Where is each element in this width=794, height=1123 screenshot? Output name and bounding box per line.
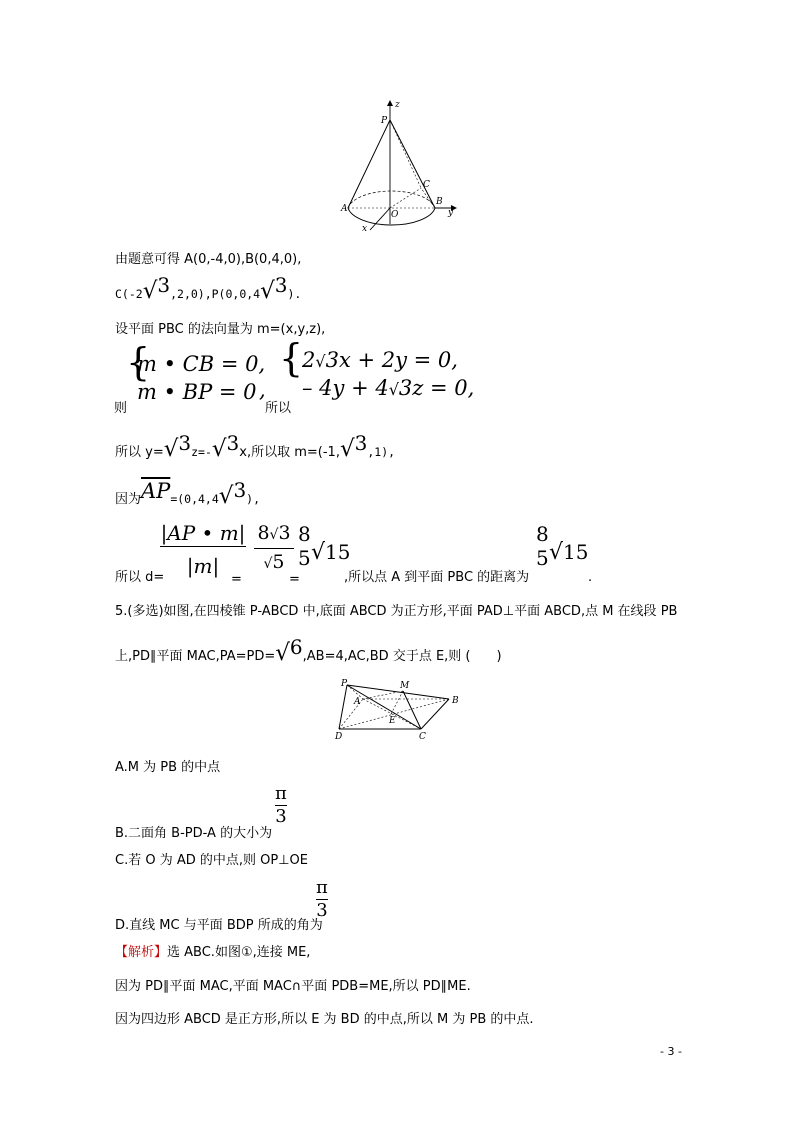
cone-figure [335, 98, 465, 233]
distance-suffix: ,所以点 A 到平面 PBC 的距离为 [344, 570, 530, 585]
cone-label-y: y [448, 208, 454, 218]
radicand: 15 [325, 540, 351, 564]
den: 5 [272, 551, 285, 573]
numerator: |AP • m| [160, 521, 246, 545]
question-5-line1: 5.(多选)如图,在四棱锥 P-ABCD 中,底面 ABCD 为正方形,平面 PAD⊥平面 ABCD,点 M 在线段 PB [115, 604, 678, 619]
coef: 2 [302, 348, 316, 372]
text: =(0,4,4 [170, 492, 219, 506]
coords-line [115, 252, 301, 268]
denominator [254, 549, 294, 577]
cone-label-a: A [341, 204, 348, 214]
sys2-row1 [302, 348, 458, 372]
analysis-text: 选 ABC.如图①,连接 ME, [167, 945, 311, 960]
analysis-line [115, 945, 310, 961]
sqrt-sign: √ [218, 483, 234, 509]
sqrt-sign: √ [315, 352, 326, 371]
coord-p-start: ,2,0),P(0,0,4 [170, 287, 261, 301]
equals: = [231, 572, 242, 587]
option-b-fraction [275, 783, 287, 828]
option-d-fraction [316, 877, 328, 922]
distance-prefix: 所以 d= [115, 570, 165, 585]
text: ), [246, 492, 261, 506]
ap-vector-line [115, 478, 261, 509]
coord-end: ). [287, 287, 302, 301]
distance-fraction-1 [160, 520, 246, 579]
radicand: 15 [563, 540, 589, 564]
sqrt-sign: √ [549, 540, 564, 565]
analysis-step-1: 因为 PD∥平面 MAC,平面 MAC∩平面 PDB=ME,所以 PD∥ME. [115, 979, 471, 994]
coords-text: 由题意可得 A(0,-4,0),B(0,4,0), [115, 252, 302, 267]
pyr-label-p: P [341, 679, 348, 689]
num-b: 3 [278, 522, 291, 544]
distance-root [311, 540, 350, 565]
radicand: 3 [354, 431, 368, 455]
denominator: 5 [298, 546, 311, 570]
pyr-label-c: C [419, 732, 426, 741]
question-5-line2 [115, 635, 502, 666]
sys-comma: , [259, 378, 266, 402]
sqrt-sign: √ [388, 380, 399, 399]
sqrt-sign: √ [275, 640, 290, 666]
option-a: A.M 为 PB 的中点 [115, 760, 221, 775]
equals: = [289, 572, 300, 587]
distance-fraction-2 [254, 520, 294, 577]
sys1-row2: m • BP = 0 [137, 380, 257, 404]
cone-label-c: C [423, 180, 430, 190]
option-c: C.若 O 为 AD 的中点,则 OP⊥OE [115, 853, 308, 868]
normal-vector-text: 设平面 PBC 的法向量为 m=(x,y,z), [115, 322, 326, 337]
sqrt-sign: √ [339, 436, 355, 462]
sqrt-sign: √ [269, 527, 279, 543]
sqrt-sign: √ [211, 436, 227, 462]
cone-label-b: B [436, 197, 443, 207]
radicand: 3 [226, 431, 240, 455]
coef: – 4y + 4 [302, 376, 389, 400]
cone-label-p: P [381, 116, 388, 126]
pyr-label-m: M [400, 681, 410, 691]
eq-rest: 3z = 0, [398, 376, 475, 400]
numerator: 8 [298, 522, 311, 546]
pyr-label-a: A [354, 697, 361, 707]
text: 上,PD∥平面 MAC,PA=PD= [115, 649, 276, 664]
option-d: D.直线 MC 与平面 BDP 所成的角为 [115, 918, 323, 933]
answer-fraction [536, 522, 549, 570]
pyr-label-b: B [452, 696, 459, 706]
analysis-tag: 【解析】 [115, 945, 168, 960]
denominator: 3 [316, 900, 328, 921]
fraction-bar [160, 546, 246, 547]
sqrt-sign: √ [163, 436, 179, 462]
cone-label-z: z [395, 100, 400, 110]
denominator: |m| [186, 554, 220, 578]
period: . [588, 570, 593, 585]
denominator: 3 [275, 806, 287, 827]
sys2-row2 [302, 376, 475, 400]
denominator: 5 [536, 546, 549, 570]
brace: { [126, 340, 151, 384]
pyr-label-e: E [389, 716, 396, 726]
pyramid-figure [333, 677, 468, 741]
ze-label: 则 [114, 401, 128, 416]
page-number: - 3 - [660, 1045, 682, 1058]
answer-root [549, 540, 588, 565]
text: 所以 y= [115, 445, 164, 460]
numerator: π [275, 783, 287, 804]
numerator [254, 520, 294, 548]
suoyi-label: 所以 [265, 401, 292, 416]
numerator: π [316, 877, 328, 898]
analysis-step-2: 因为四边形 ABCD 是正方形,所以 E 为 BD 的中点,所以 M 为 PB 的中点. [115, 1012, 534, 1027]
radicand: 3 [274, 273, 288, 297]
text: 因为 [115, 492, 142, 507]
radicand: 6 [289, 635, 303, 659]
pyr-label-d: D [335, 732, 343, 741]
text: ,1), [367, 445, 396, 459]
distance-result [298, 522, 311, 570]
brace: { [279, 336, 304, 380]
eq-rest: 3x + 2y = 0, [325, 348, 458, 372]
text: z=- [191, 445, 212, 459]
solution-line [115, 431, 396, 462]
radicand: 3 [178, 431, 192, 455]
radicand: 3 [157, 273, 171, 297]
radicand: 3 [233, 478, 247, 502]
sqrt-sign: √ [311, 540, 326, 565]
coords-line-2 [115, 273, 302, 304]
numerator: 8 [536, 522, 549, 546]
sys1-row1: m • CB = 0, [137, 352, 266, 376]
sqrt-sign: √ [142, 278, 158, 304]
vector-ap: $\overline{AP}$ [141, 479, 171, 503]
text: x,所以取 m=(-1, [239, 445, 340, 460]
sqrt-sign: √ [263, 556, 273, 572]
sqrt-sign: √ [260, 278, 275, 304]
coord-c-start: C(-2 [115, 287, 143, 301]
option-b: B.二面角 B-PD-A 的大小为 [115, 826, 273, 841]
text: ,AB=4,AC,BD 交于点 E,则 ( ) [302, 649, 502, 664]
num-a: 8 [257, 522, 270, 544]
cone-label-o: O [391, 210, 399, 220]
cone-label-x: x [362, 224, 368, 233]
